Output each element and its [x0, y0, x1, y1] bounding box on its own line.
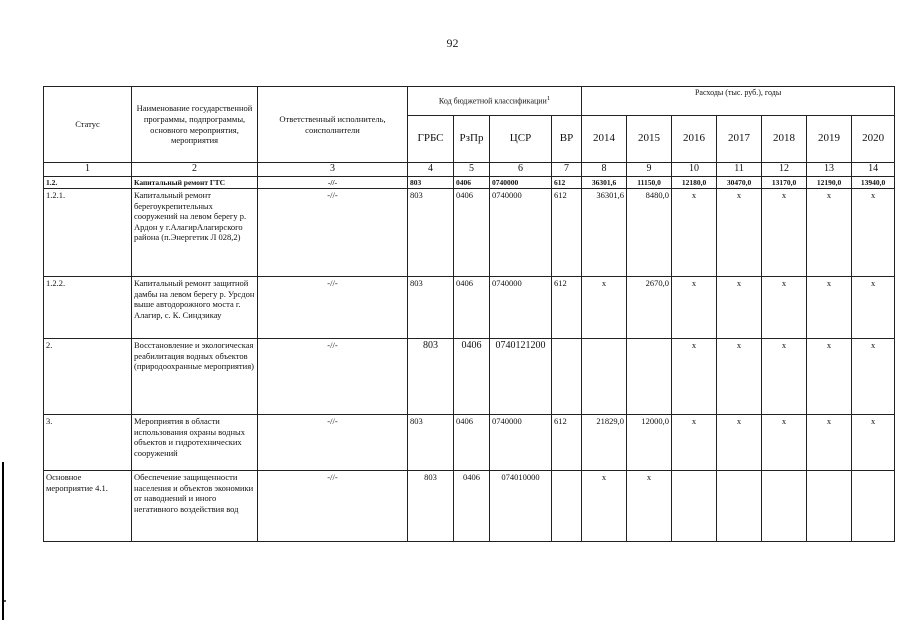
- row-value: x: [852, 276, 895, 338]
- row-value: x: [717, 188, 762, 276]
- row-value: x: [762, 276, 807, 338]
- row-csr: 0740000: [490, 188, 552, 276]
- header-budget-code-sup: 1: [546, 95, 551, 103]
- row-value: x: [627, 470, 672, 541]
- row-vr: 612: [552, 276, 582, 338]
- row-executor: -//-: [258, 470, 408, 541]
- row-value: [672, 470, 717, 541]
- row-value: x: [852, 414, 895, 470]
- row-value: 12190,0: [807, 176, 852, 188]
- header-grbs: ГРБС: [408, 116, 454, 163]
- table-row: [44, 188, 895, 276]
- row-csr: 0740000: [490, 176, 552, 188]
- row-status: 1.2.1.: [44, 188, 132, 276]
- row-csr: 0740000: [490, 276, 552, 338]
- header-year: 2020: [852, 116, 895, 163]
- row-value: x: [852, 188, 895, 276]
- row-grbs: 803: [408, 414, 454, 470]
- header-status: Статус: [44, 87, 132, 163]
- row-vr: 612: [552, 176, 582, 188]
- column-number: 12: [762, 163, 807, 177]
- row-name: Восстановление и экологическая реабилитация водных объектов (природоохранные мероприятия): [132, 338, 258, 414]
- column-number: 7: [552, 163, 582, 177]
- row-status: Основное мероприятие 4.1.: [44, 470, 132, 541]
- header-budget-code: [408, 87, 582, 116]
- row-executor: -//-: [258, 338, 408, 414]
- row-rzpr: 0406: [454, 188, 490, 276]
- row-value: x: [807, 188, 852, 276]
- header-budget-code-text: Код бюджетной классификации: [438, 96, 547, 106]
- column-number: 11: [717, 163, 762, 177]
- row-value: x: [762, 338, 807, 414]
- header-year: 2016: [672, 116, 717, 163]
- row-grbs: 803: [408, 176, 454, 188]
- row-value: x: [672, 276, 717, 338]
- header-year: 2019: [807, 116, 852, 163]
- budget-table: [43, 86, 895, 542]
- row-rzpr: 0406: [454, 176, 490, 188]
- row-value: x: [762, 188, 807, 276]
- row-value: x: [717, 414, 762, 470]
- row-value: x: [807, 338, 852, 414]
- header-name: Наименование государственной программы, подпрограммы, основного мероприятия, мероприятия: [132, 87, 258, 163]
- table-row: [44, 176, 895, 188]
- row-value: x: [672, 188, 717, 276]
- row-value: [762, 470, 807, 541]
- row-name: Капитальный ремонт берегоукрепительных сооружений на левом берегу р. Ардон у г.АлагирАлагирского района (п.Энергетик Л 028,2): [132, 188, 258, 276]
- table-row: [44, 338, 895, 414]
- row-value: x: [852, 338, 895, 414]
- row-status: 1.2.: [44, 176, 132, 188]
- row-value: 21829,0: [582, 414, 627, 470]
- column-number: 3: [258, 163, 408, 177]
- row-grbs: 803: [408, 470, 454, 541]
- row-value: 30470,0: [717, 176, 762, 188]
- page-number: 92: [446, 36, 459, 50]
- row-value: 13170,0: [762, 176, 807, 188]
- column-number: 1: [44, 163, 132, 177]
- margin-dot: [4, 600, 6, 602]
- row-value: 11150,0: [627, 176, 672, 188]
- row-value: x: [582, 470, 627, 541]
- row-vr: 612: [552, 188, 582, 276]
- header-year: 2014: [582, 116, 627, 163]
- header-executor: Ответственный исполнитель, соисполнители: [258, 87, 408, 163]
- row-value: 12000,0: [627, 414, 672, 470]
- row-name: Обеспечение защищенности населения и объектов экономики от наводнений и иного негативного воздействия вод: [132, 470, 258, 541]
- row-name: Мероприятия в области использования охраны водных объектов и гидротехнических сооружений: [132, 414, 258, 470]
- row-vr: 612: [552, 414, 582, 470]
- header-rzpr: РзПр: [454, 116, 490, 163]
- row-value: 36301,6: [582, 188, 627, 276]
- column-number: 2: [132, 163, 258, 177]
- row-name: Капитальный ремонт защитной дамбы на левом берегу р. Урсдон выше автодорожного моста г. Алагир, с. К. Синдзикау: [132, 276, 258, 338]
- column-number: 13: [807, 163, 852, 177]
- row-executor: -//-: [258, 176, 408, 188]
- row-value: x: [762, 414, 807, 470]
- row-value: x: [672, 338, 717, 414]
- row-executor: -//-: [258, 276, 408, 338]
- header-year: 2015: [627, 116, 672, 163]
- row-value: x: [672, 414, 717, 470]
- row-value: [717, 470, 762, 541]
- row-csr: 074010000: [490, 470, 552, 541]
- header-expenses: Расходы (тыс. руб.), годы: [582, 87, 895, 116]
- row-value: [627, 338, 672, 414]
- row-csr: 0740000: [490, 414, 552, 470]
- column-number: 5: [454, 163, 490, 177]
- header-vr: ВР: [552, 116, 582, 163]
- column-number-row: [44, 163, 895, 177]
- row-status: 3.: [44, 414, 132, 470]
- row-grbs: 803: [408, 276, 454, 338]
- table-row: [44, 470, 895, 541]
- header-year: 2017: [717, 116, 762, 163]
- column-number: 10: [672, 163, 717, 177]
- row-value: x: [717, 276, 762, 338]
- header-row-1: [44, 87, 895, 116]
- row-value: 8480,0: [627, 188, 672, 276]
- row-status: 1.2.2.: [44, 276, 132, 338]
- row-executor: -//-: [258, 188, 408, 276]
- row-value: x: [582, 276, 627, 338]
- column-number: 4: [408, 163, 454, 177]
- row-value: x: [807, 276, 852, 338]
- table-row: [44, 414, 895, 470]
- row-value: 12180,0: [672, 176, 717, 188]
- row-executor: -//-: [258, 414, 408, 470]
- header-csr: ЦСР: [490, 116, 552, 163]
- row-rzpr: 0406: [454, 470, 490, 541]
- row-value: [582, 338, 627, 414]
- row-value: 36301,6: [582, 176, 627, 188]
- row-vr: [552, 338, 582, 414]
- row-grbs: 803: [408, 338, 454, 414]
- column-number: 14: [852, 163, 895, 177]
- row-value: 13940,0: [852, 176, 895, 188]
- table-row: [44, 276, 895, 338]
- column-number: 9: [627, 163, 672, 177]
- row-grbs: 803: [408, 188, 454, 276]
- header-year: 2018: [762, 116, 807, 163]
- row-value: x: [717, 338, 762, 414]
- row-rzpr: 0406: [454, 276, 490, 338]
- margin-line: [2, 462, 4, 620]
- column-number: 8: [582, 163, 627, 177]
- row-status: 2.: [44, 338, 132, 414]
- column-number: 6: [490, 163, 552, 177]
- row-value: [852, 470, 895, 541]
- row-value: 2670,0: [627, 276, 672, 338]
- row-csr: 0740121200: [490, 338, 552, 414]
- row-rzpr: 0406: [454, 338, 490, 414]
- row-rzpr: 0406: [454, 414, 490, 470]
- row-value: x: [807, 414, 852, 470]
- row-name: Капитальный ремонт ГТС: [132, 176, 258, 188]
- row-value: [807, 470, 852, 541]
- row-vr: [552, 470, 582, 541]
